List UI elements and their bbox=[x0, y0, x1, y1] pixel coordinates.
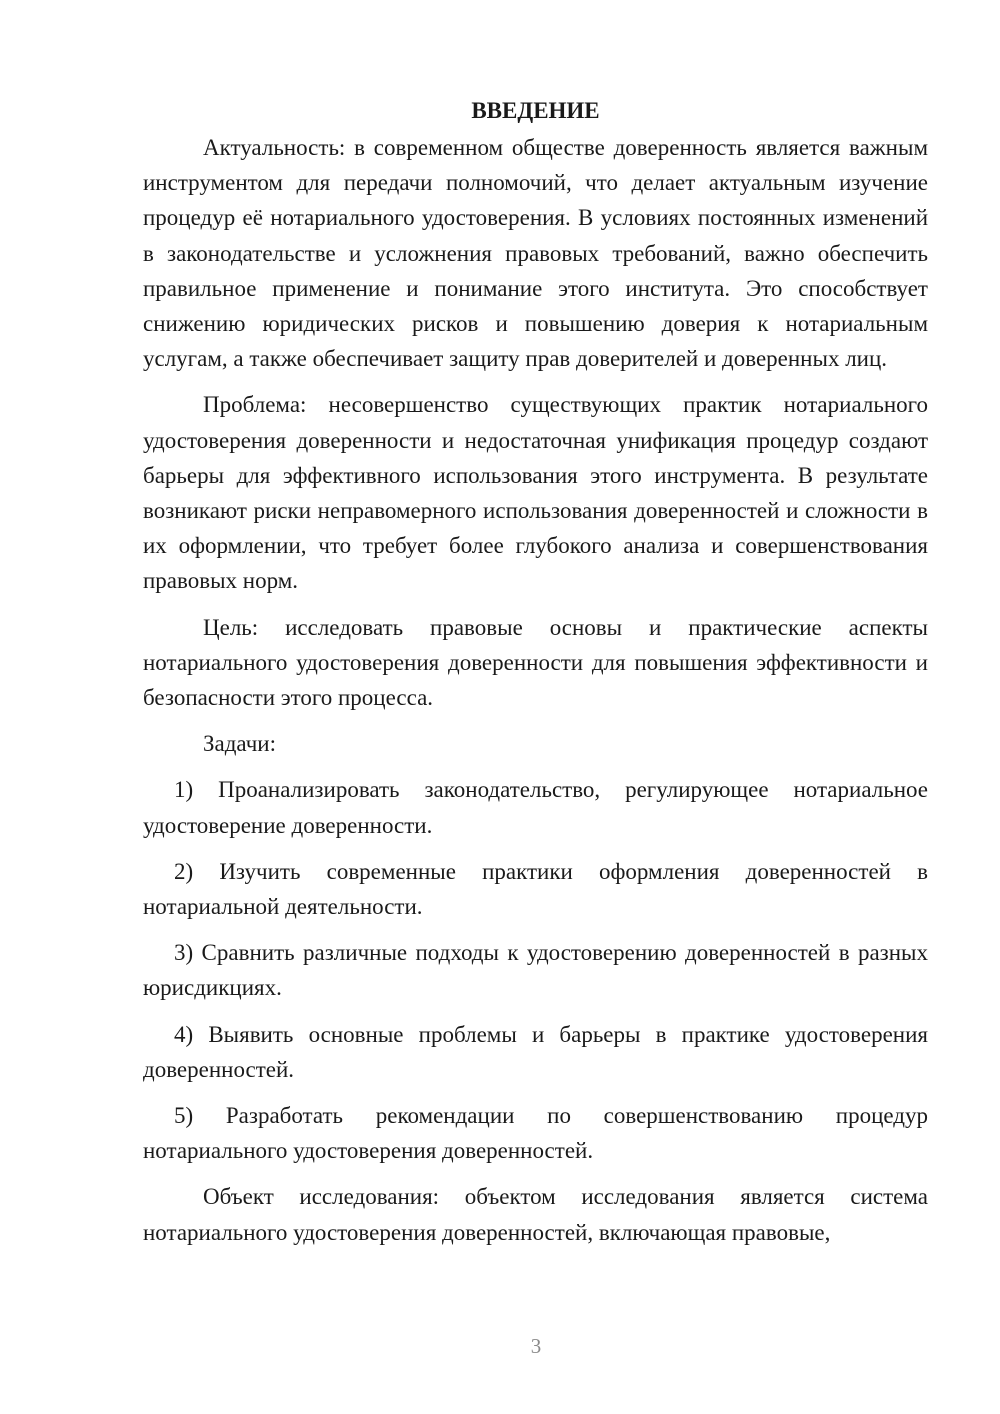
paragraph-relevance: Актуальность: в современном обществе доверенность является важным инструментом для передачи полномочий, что делает актуальным изучение процедур её нотариального удостоверения. В условиях постоянных изменений в законодательстве и усложнения правовых требований, важно обеспечить правильное применение и понимание этого института. Это способствует снижению юридических рисков и повышению доверия к нотариальным услугам, а также обеспечивает защиту прав доверителей и доверенных лиц. bbox=[143, 135, 928, 372]
list-item: 4) Выявить основные проблемы и барьеры в практике удостоверения доверенностей. bbox=[143, 1021, 928, 1082]
paragraph-object: Объект исследования: объектом исследования является система нотариального удостоверения доверенностей, включающая правовые, bbox=[143, 1184, 928, 1245]
list-item: 5) Разработать рекомендации по совершенствованию процедур нотариального удостоверения доверенностей. bbox=[143, 1103, 928, 1164]
page-body bbox=[143, 93, 928, 1261]
paragraph-goal: Цель: исследовать правовые основы и практические аспекты нотариального удостоверения доверенности для повышения эффективности и безопасности этого процесса. bbox=[143, 614, 928, 711]
page-title: ВВЕДЕНИЕ bbox=[471, 98, 600, 123]
page-number: 3 bbox=[530, 1334, 542, 1358]
paragraph-problem: Проблема: несовершенство существующих практик нотариального удостоверения доверенности и недостаточная унификация процедур создают барьеры для эффективного использования этого инструмента. В результате возникают риски неправомерного использования доверенностей и сложности в их оформлении, что требует более глубокого анализа и совершенствования правовых норм. bbox=[143, 392, 928, 594]
list-item: 2) Изучить современные практики оформления доверенностей в нотариальной деятельности. bbox=[143, 858, 928, 920]
list-item: 1) Проанализировать законодательство, регулирующее нотариальное удостоверение доверенности. bbox=[143, 777, 928, 838]
tasks-list bbox=[143, 772, 928, 1168]
list-item: 3) Сравнить различные подходы к удостоверению доверенностей в разных юрисдикциях. bbox=[143, 940, 928, 1001]
tasks-label: Задачи: bbox=[203, 731, 276, 757]
